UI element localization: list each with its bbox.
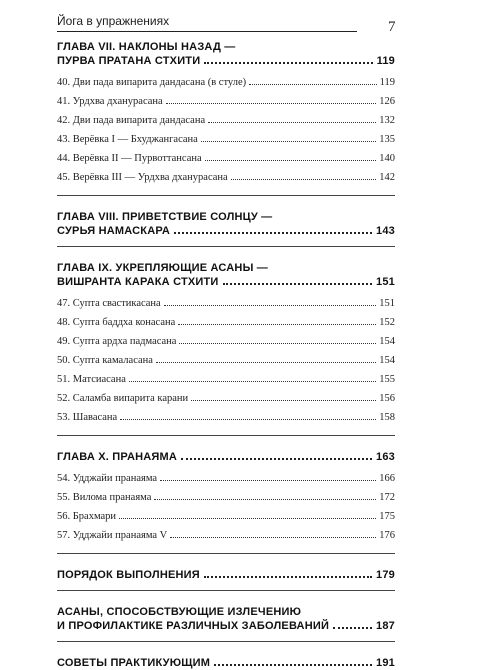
section-divider: [57, 246, 395, 247]
entry-list: [57, 469, 395, 545]
entry-list: [57, 73, 395, 187]
section-advice: [57, 656, 395, 670]
entry-page: 166: [379, 473, 395, 484]
chapter-title-row: [57, 619, 395, 633]
toc-entry: [57, 408, 395, 427]
toc-entry: [57, 149, 395, 168]
section-asanas-healing: [57, 605, 395, 633]
chapter-title-line: И ПРОФИЛАКТИКЕ РАЗЛИЧНЫХ ЗАБОЛЕВАНИЙ: [57, 620, 330, 632]
chapter-10: [57, 450, 395, 545]
chapter-title-line: ПОРЯДОК ВЫПОЛНЕНИЯ: [57, 569, 200, 581]
toc-entry: [57, 168, 395, 187]
entry-title: 49. Супта ардха падмасана: [57, 336, 177, 347]
chapter-title-line: ГЛАВА VII. НАКЛОНЫ НАЗАД —: [57, 41, 236, 53]
chapter-title-line: ГЛАВА X. ПРАНАЯМА: [57, 451, 177, 463]
dot-leader: [204, 576, 372, 578]
entry-page: 152: [379, 317, 395, 328]
dot-leader: [181, 458, 372, 460]
entry-page: 126: [379, 96, 395, 107]
chapter-title-row: [57, 54, 395, 68]
section-divider: [57, 641, 395, 642]
dot-leader: [120, 419, 376, 420]
toc-entry: [57, 507, 395, 526]
dot-leader: [191, 400, 376, 401]
dot-leader: [170, 537, 376, 538]
header-rule: [57, 31, 357, 32]
entry-title: 42. Дви пада випарита дандасана: [57, 115, 206, 126]
chapter-title-line: СУРЬЯ НАМАСКАРА: [57, 225, 171, 237]
toc-entry: [57, 526, 395, 545]
table-of-contents: [57, 40, 395, 670]
entry-title: 50. Супта камаласана: [57, 355, 153, 366]
chapter-page: 187: [376, 620, 395, 632]
dot-leader: [160, 480, 376, 481]
chapter-title-row: [57, 450, 395, 464]
dot-leader: [166, 103, 377, 104]
entry-title: 41. Урдхва дханурасана: [57, 96, 163, 107]
toc-entry: [57, 111, 395, 130]
chapter-title-line: АСАНЫ, СПОСОБСТВУЮЩИЕ ИЗЛЕЧЕНИЮ: [57, 606, 302, 618]
entry-page: 135: [379, 134, 395, 145]
dot-leader: [154, 499, 376, 500]
dot-leader: [231, 179, 377, 180]
entry-page: 140: [379, 153, 395, 164]
entry-page: 156: [379, 393, 395, 404]
chapter-title-row: [57, 656, 395, 670]
entry-title: 53. Шавасана: [57, 412, 118, 423]
chapter-page: 163: [376, 451, 395, 463]
entry-title: 43. Верёвка I — Бхуджангасана: [57, 134, 198, 145]
dot-leader: [205, 160, 377, 161]
section-divider: [57, 590, 395, 591]
chapter-title-row: [57, 275, 395, 289]
entry-title: 47. Супта свастикасана: [57, 298, 161, 309]
entry-title: 52. Саламба випарита карани: [57, 393, 189, 404]
dot-leader: [156, 362, 376, 363]
toc-entry: [57, 313, 395, 332]
entry-page: 176: [379, 530, 395, 541]
toc-entry: [57, 73, 395, 92]
chapter-page: 119: [376, 55, 395, 67]
entry-title: 56. Брахмари: [57, 511, 117, 522]
dot-leader: [201, 141, 376, 142]
chapter-9: [57, 261, 395, 427]
entry-page: 158: [379, 412, 395, 423]
page-number: 7: [388, 19, 396, 35]
toc-entry: [57, 389, 395, 408]
entry-page: 132: [379, 115, 395, 126]
dot-leader: [119, 518, 376, 519]
entry-title: 57. Удджайи пранаяма V: [57, 530, 168, 541]
section-divider: [57, 435, 395, 436]
entry-page: 172: [379, 492, 395, 503]
chapter-page: 143: [376, 225, 395, 237]
entry-title: 51. Матсиасана: [57, 374, 126, 385]
chapter-7: [57, 40, 395, 187]
dot-leader: [129, 381, 376, 382]
toc-entry: [57, 294, 395, 313]
dot-leader: [164, 305, 377, 306]
entry-title: 45. Верёвка III — Урдхва дханурасана: [57, 172, 228, 183]
entry-page: 155: [379, 374, 395, 385]
toc-entry: [57, 488, 395, 507]
toc-entry: [57, 469, 395, 488]
chapter-title-line: ВИШРАНТА КАРАКА СТХИТИ: [57, 276, 219, 288]
toc-entry: [57, 92, 395, 111]
chapter-8: [57, 210, 395, 238]
entry-page: 142: [379, 172, 395, 183]
section-divider: [57, 195, 395, 196]
dot-leader: [178, 324, 376, 325]
entry-title: 55. Вилома пранаяма: [57, 492, 152, 503]
section-divider: [57, 553, 395, 554]
dot-leader: [333, 627, 372, 629]
dot-leader: [214, 664, 372, 666]
entry-page: 154: [379, 355, 395, 366]
chapter-title-line: ГЛАВА IX. УКРЕПЛЯЮЩИЕ АСАНЫ —: [57, 262, 268, 274]
entry-title: 48. Супта баддха конасана: [57, 317, 176, 328]
dot-leader: [208, 122, 376, 123]
chapter-title-row: [57, 568, 395, 582]
chapter-page: 151: [376, 276, 395, 288]
entry-page: 175: [379, 511, 395, 522]
section-order: [57, 568, 395, 582]
dot-leader: [223, 283, 373, 285]
chapter-title-line: ПУРВА ПРАТАНА СТХИТИ: [57, 55, 201, 67]
toc-entry: [57, 332, 395, 351]
entry-page: 151: [379, 298, 395, 309]
chapter-title-line: ГЛАВА VIII. ПРИВЕТСТВИЕ СОЛНЦУ —: [57, 211, 273, 223]
entry-list: [57, 294, 395, 427]
entry-title: 54. Удджайи пранаяма: [57, 473, 158, 484]
dot-leader: [249, 84, 377, 85]
chapter-title-line: СОВЕТЫ ПРАКТИКУЮЩИМ: [57, 657, 211, 669]
toc-entry: [57, 370, 395, 389]
toc-entry: [57, 130, 395, 149]
entry-title: 44. Верёвка II — Пурвоттансана: [57, 153, 202, 164]
dot-leader: [204, 62, 372, 64]
chapter-page: 179: [376, 569, 395, 581]
dot-leader: [179, 343, 376, 344]
chapter-page: 191: [376, 657, 395, 669]
dot-leader: [174, 232, 372, 234]
entry-page: 119: [379, 77, 395, 88]
chapter-title-row: [57, 224, 395, 238]
entry-page: 154: [379, 336, 395, 347]
toc-entry: [57, 351, 395, 370]
running-title: Йога в упражнениях: [57, 14, 170, 28]
entry-title: 40. Дви пада випарита дандасана (в стуле): [57, 77, 247, 88]
